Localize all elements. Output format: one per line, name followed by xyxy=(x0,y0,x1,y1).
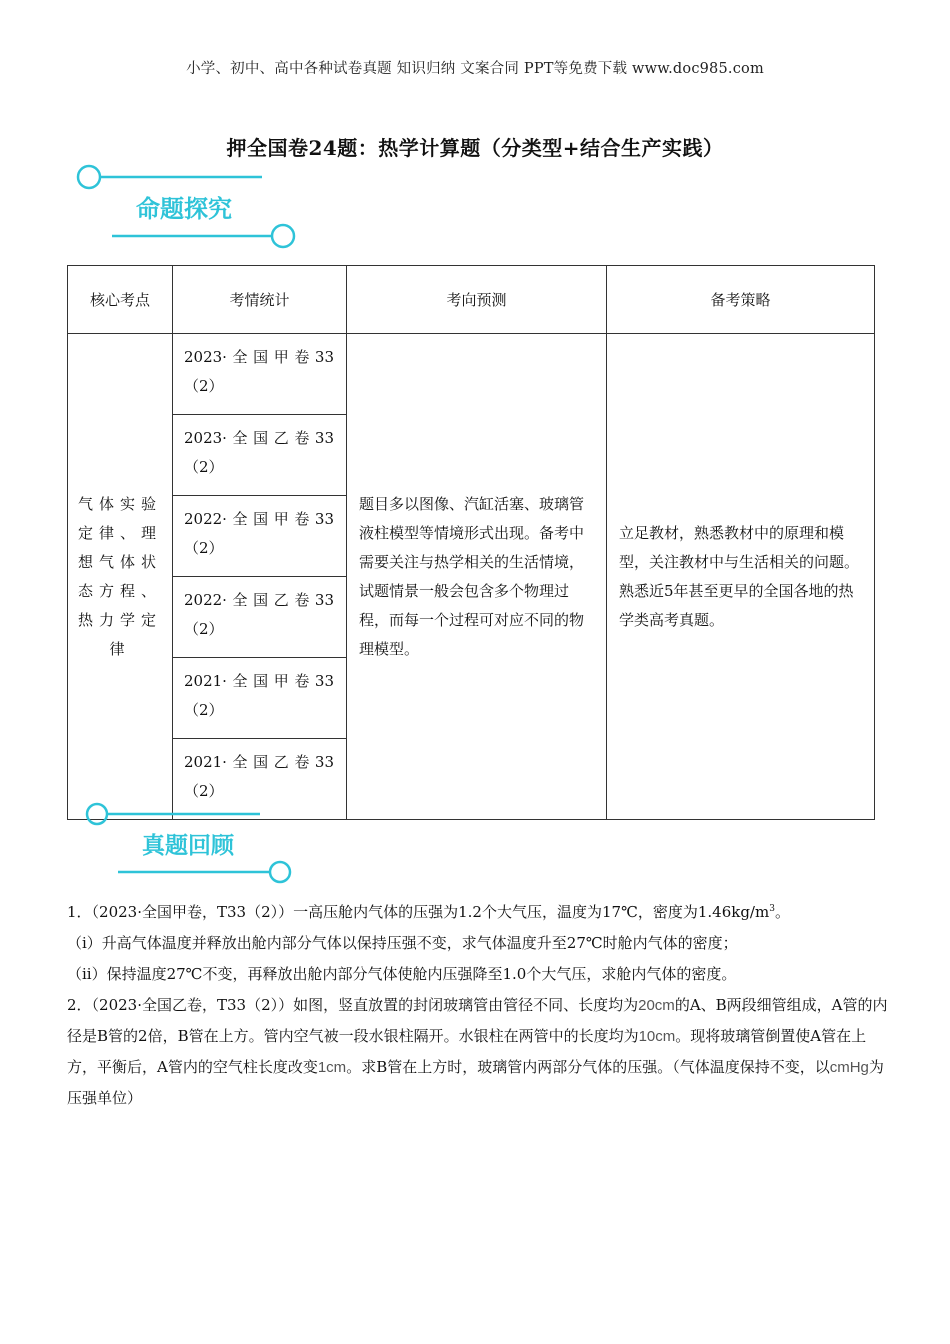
document-title: 押全国卷24题：热学计算题（分类型+结合生产实践） xyxy=(226,136,724,160)
banner-title: 命题探究 xyxy=(136,195,232,223)
section-banner-review xyxy=(82,798,297,888)
stat-cell xyxy=(173,658,347,739)
q2-value-mercury: 10cm xyxy=(638,1028,676,1045)
stat-part: （2） xyxy=(184,701,224,719)
q2-text-d: 。求B管在上方时，玻璃管内两部分气体的压强。（气体温度保持不变，以 xyxy=(346,1058,830,1076)
q2-value-unit: cmHg xyxy=(829,1059,869,1076)
strategy-cell: 立足教材，熟悉教材中的原理和模型，关注教材中与生活相关的问题。熟悉近5年甚至更早的全国各地的热学类高考真题。 xyxy=(607,334,875,820)
q1-text: 1．（2023·全国甲卷，T33（2））一高压舱内气体的压强为1.2个大气压，温度为17℃，密度为1.46kg/m xyxy=(67,903,770,921)
q2-text-a: 2．（2023·全国乙卷，T33（2））如图，竖直放置的封闭玻璃管由管径不同、长度均为 xyxy=(67,996,639,1014)
question-1 xyxy=(67,897,889,928)
page-header: 小学、初中、高中各种试卷真题 知识归纳 文案合同 PPT等免费下载 www.doc985.com xyxy=(186,61,764,77)
stat-source: 2022·全国乙卷33 xyxy=(184,591,334,609)
header-statistics: 考情统计 xyxy=(173,266,347,334)
table-row xyxy=(68,334,875,415)
stat-cell xyxy=(173,334,347,415)
banner-title: 真题回顾 xyxy=(142,833,234,859)
question-1-part-i: （i）升高气体温度并释放出舱内部分气体以保持压强不变，求气体温度升至27℃时舱内气体的密度； xyxy=(67,934,738,952)
questions-section xyxy=(67,897,889,1114)
stat-part: （2） xyxy=(184,539,224,557)
stat-source: 2021·全国乙卷33 xyxy=(184,753,334,771)
header-prediction: 考向预测 xyxy=(347,266,607,334)
stat-part: （2） xyxy=(184,377,224,395)
core-point-cell: 气体实验定律、理想气体状态方程、热力学定律 xyxy=(68,334,173,820)
stat-part: （2） xyxy=(184,458,224,476)
question-1-part-ii: （ii）保持温度27℃不变，再释放出舱内部分气体使舱内压强降至1.0个大气压，求舱内气体的密度。 xyxy=(67,965,737,983)
banner-decoration-icon xyxy=(72,160,302,252)
stat-cell xyxy=(173,496,347,577)
q2-text-c: 。现将玻璃管倒置使A管在上方，平衡后，A管内的空气柱长度改变 xyxy=(67,1027,867,1076)
stat-source: 2022·全国甲卷33 xyxy=(184,510,334,528)
q1-superscript: 3 xyxy=(769,904,775,914)
stat-cell xyxy=(173,415,347,496)
stat-source: 2021·全国甲卷33 xyxy=(184,672,334,690)
q2-text-e: 为压强单位） xyxy=(67,1058,884,1107)
q1-end: 。 xyxy=(774,903,790,921)
section-banner-proposition xyxy=(72,160,302,252)
question-2 xyxy=(67,990,889,1114)
header-strategy: 备考策略 xyxy=(607,266,875,334)
stat-part: （2） xyxy=(184,782,224,800)
stat-part: （2） xyxy=(184,620,224,638)
prediction-cell: 题目多以图像、汽缸活塞、玻璃管液柱模型等情境形式出现。备考中需要关注与热学相关的生活情境，试题情景一般会包含多个物理过程，而每一个过程可对应不同的物理模型。 xyxy=(347,334,607,820)
q2-text-b: 的A、B两段细管组成，A管的内径是B管的2倍，B管在上方。管内空气被一段水银柱隔开。水银柱在两管中的长度均为 xyxy=(67,996,888,1045)
header-core-point: 核心考点 xyxy=(68,266,173,334)
q2-value-length: 20cm xyxy=(638,997,675,1014)
banner-decoration-icon xyxy=(82,798,297,888)
exam-analysis-table xyxy=(67,265,875,820)
stat-cell xyxy=(173,577,347,658)
stat-source: 2023·全国乙卷33 xyxy=(184,429,334,447)
stat-source: 2023·全国甲卷33 xyxy=(184,348,334,366)
table-header-row xyxy=(68,266,875,334)
q2-value-change: 1cm xyxy=(317,1059,347,1076)
